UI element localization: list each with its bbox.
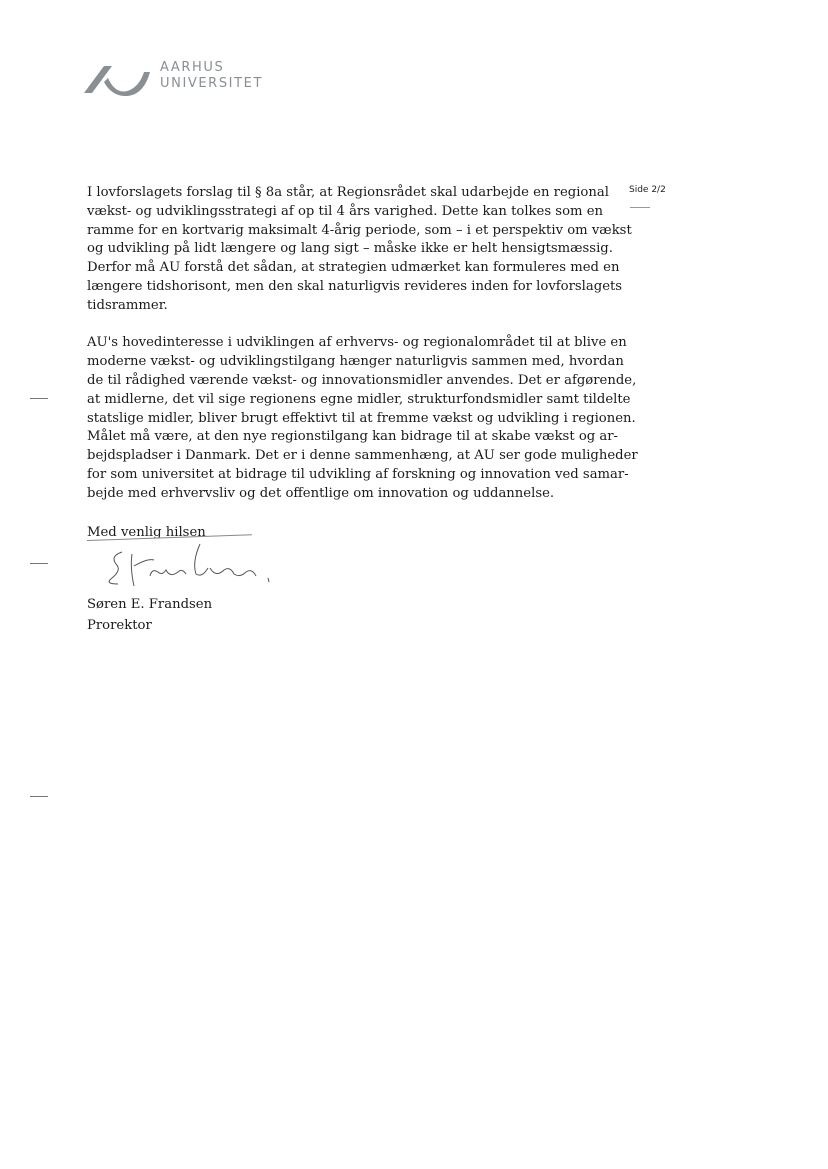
signer-block bbox=[87, 594, 212, 636]
text-line: at midlerne, det vil sige regionens egne midler, strukturfondsmidler samt tildelte bbox=[87, 391, 631, 407]
page-number: Side 2/2 bbox=[629, 185, 666, 195]
fold-mark bbox=[30, 398, 48, 399]
text-line: bejdspladser i Danmark. Det er i denne sammenhæng, at AU ser gode muligheder bbox=[87, 448, 638, 464]
text-line: statslige midler, bliver brugt effektivt til at fremme vækst og udvikling i regionen. bbox=[87, 410, 636, 426]
text-line: moderne vækst- og udviklingstilgang hænger naturligvis sammen med, hvordan bbox=[87, 354, 624, 370]
signer-name: Søren E. Frandsen bbox=[87, 597, 213, 612]
fold-mark bbox=[30, 563, 48, 564]
signer-title: Prorektor bbox=[87, 618, 152, 633]
text-line: tidsrammer. bbox=[87, 297, 168, 313]
text-line: og udvikling på lidt længere og lang sigt – måske ikke er helt hensigtsmæssig. bbox=[87, 241, 613, 257]
logo-line-universitet: UNIVERSITET bbox=[160, 76, 263, 91]
text-line: AU's hovedinteresse i udviklingen af erhvervs- og regionalområdet til at blive en bbox=[87, 335, 627, 351]
text-line: ramme for en kortvarig maksimalt 4-årig periode, som – i et perspektiv om vækst bbox=[87, 222, 632, 238]
university-logo bbox=[82, 58, 262, 98]
text-line: for som universitet at bidrage til udvikling af forskning og innovation ved samar- bbox=[87, 466, 629, 482]
logo-line-aarhus: AARHUS bbox=[160, 60, 225, 75]
page-number-rule bbox=[630, 207, 650, 208]
text-line: Målet må være, at den nye regionstilgang kan bidrage til at skabe vækst og ar- bbox=[87, 429, 619, 445]
letter-body bbox=[87, 184, 638, 522]
closing-greeting: Med venlig hilsen bbox=[87, 525, 206, 540]
logo-text bbox=[160, 60, 263, 92]
text-line: de til rådighed værende vækst- og innovationsmidler anvendes. Det er afgørende, bbox=[87, 372, 637, 388]
text-line: I lovforslagets forslag til § 8a står, at Regionsrådet skal udarbejde en regional bbox=[87, 185, 609, 200]
paragraph-1 bbox=[87, 184, 632, 316]
text-line: Derfor må AU forstå det sådan, at strategien udmærket kan formuleres med en bbox=[87, 260, 620, 276]
text-line: længere tidshorisont, men den skal naturligvis revideres inden for lovforslagets bbox=[87, 278, 623, 294]
paragraph-2 bbox=[87, 334, 638, 503]
fold-mark bbox=[30, 796, 48, 797]
handwritten-signature bbox=[88, 538, 278, 594]
text-line: bejde med erhvervsliv og det offentlige om innovation og uddannelse. bbox=[87, 485, 555, 501]
text-line: vækst- og udviklingsstrategi af op til 4 års varighed. Dette kan tolkes som en bbox=[87, 203, 604, 219]
au-logo-icon bbox=[82, 60, 152, 96]
